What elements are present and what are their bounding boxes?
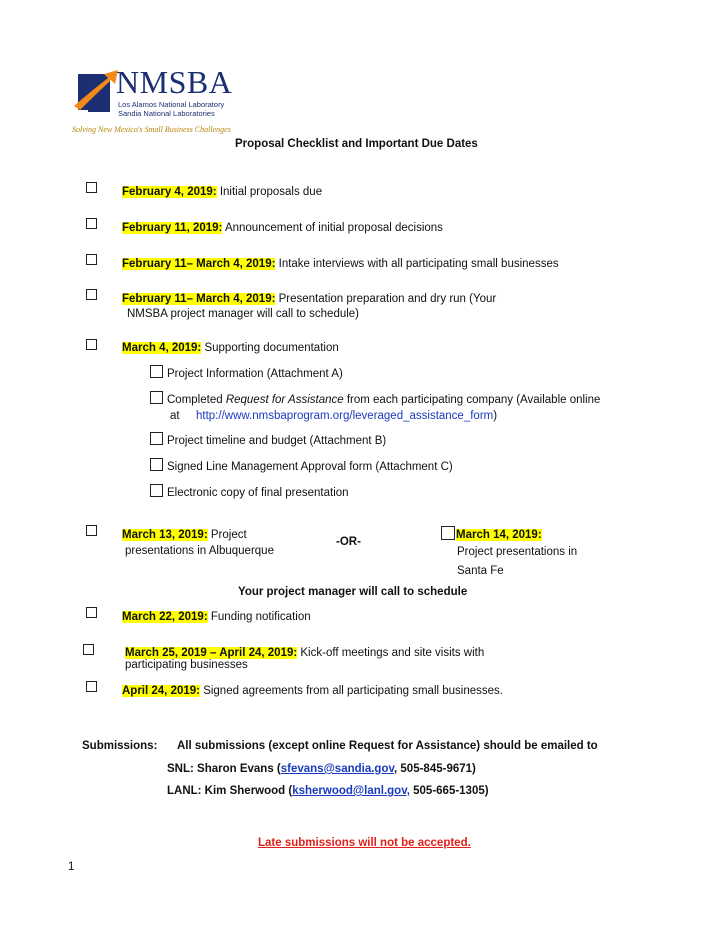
checkbox-item-1[interactable] bbox=[86, 182, 97, 193]
snl-contact bbox=[167, 763, 476, 775]
subitem-signed-approval: Signed Line Management Approval form (Attachment C) bbox=[167, 461, 453, 473]
page-number: 1 bbox=[68, 861, 75, 873]
checkbox-albuquerque[interactable] bbox=[86, 525, 97, 536]
subitem-at: at bbox=[170, 410, 180, 422]
item-date: March 13, 2019: bbox=[122, 529, 208, 541]
lanl-contact bbox=[167, 785, 489, 797]
item-text: Intake interviews with all participating small businesses bbox=[278, 258, 559, 270]
item-date: April 24, 2019: bbox=[122, 685, 200, 697]
checklist-item-1 bbox=[122, 186, 322, 198]
checklist-item-4-line2: NMSBA project manager will call to schedule) bbox=[127, 308, 360, 320]
nmsba-logo bbox=[70, 64, 233, 138]
page-title: Proposal Checklist and Important Due Dates bbox=[235, 138, 478, 150]
checkbox-item-3[interactable] bbox=[86, 254, 97, 265]
item-date: February 11– March 4, 2019: bbox=[122, 293, 276, 305]
item-text: Kick-off meetings and site visits with bbox=[300, 647, 485, 659]
item-date: March 25, 2019 – April 24, 2019: bbox=[125, 647, 298, 659]
checkbox-timeline[interactable] bbox=[150, 432, 163, 445]
checkbox-kickoff[interactable] bbox=[83, 644, 94, 655]
checklist-item-4 bbox=[122, 293, 496, 305]
subitem-italic: Request for Assistance bbox=[225, 394, 344, 406]
contact-text: 505-665-1305) bbox=[409, 785, 489, 797]
checkbox-project-info[interactable] bbox=[150, 365, 163, 378]
submissions-text: All submissions (except online Request for Assistance) should be emailed to bbox=[177, 740, 598, 752]
checklist-kickoff bbox=[125, 647, 484, 659]
logo-wordmark: NMSBA bbox=[116, 64, 233, 100]
item-date: February 4, 2019: bbox=[122, 186, 217, 198]
checklist-item-2 bbox=[122, 222, 443, 234]
item-text: Project bbox=[210, 529, 247, 541]
snl-email-link[interactable]: sfevans@sandia.gov bbox=[280, 763, 395, 775]
checklist-item-5 bbox=[122, 342, 339, 354]
subitem-request-assistance-line2 bbox=[170, 410, 497, 422]
checkbox-electronic-copy[interactable] bbox=[150, 484, 163, 497]
checkbox-item-5[interactable] bbox=[86, 339, 97, 350]
late-submission-notice: Late submissions will not be accepted. bbox=[258, 837, 471, 849]
subitem-text: Completed bbox=[167, 394, 226, 406]
item-text: Announcement of initial proposal decisions bbox=[224, 222, 443, 234]
item-date: March 22, 2019: bbox=[122, 611, 208, 623]
checkbox-signed-approval[interactable] bbox=[150, 458, 163, 471]
checklist-item-3 bbox=[122, 258, 559, 270]
subitem-electronic-copy: Electronic copy of final presentation bbox=[167, 487, 349, 499]
lanl-email-link[interactable]: ksherwood@lanl.gov, bbox=[292, 785, 410, 797]
item-text: Signed agreements from all participating small businesses. bbox=[203, 685, 503, 697]
logo-line-snl: Sandia National Laboratories bbox=[118, 109, 215, 118]
item-date: March 4, 2019: bbox=[122, 342, 202, 354]
checkbox-request-assistance[interactable] bbox=[150, 391, 163, 404]
submissions-label: Submissions: bbox=[82, 740, 158, 752]
item-date: March 14, 2019: bbox=[456, 529, 542, 541]
subitem-paren: ) bbox=[493, 410, 498, 422]
checkbox-santa-fe[interactable] bbox=[441, 526, 455, 540]
checklist-funding bbox=[122, 611, 311, 623]
checkbox-item-2[interactable] bbox=[86, 218, 97, 229]
presentation-albuquerque-line2: presentations in Albuquerque bbox=[125, 545, 274, 557]
logo-tagline: Solving New Mexico's Small Business Challenges bbox=[72, 125, 231, 134]
presentation-santa-fe-line3: Santa Fe bbox=[457, 565, 504, 577]
presentation-santa-fe bbox=[456, 529, 542, 541]
item-text: Presentation preparation and dry run (Your bbox=[278, 293, 497, 305]
assistance-form-link[interactable]: http://www.nmsbaprogram.org/leveraged_assistance_form bbox=[196, 410, 494, 422]
checkbox-funding[interactable] bbox=[86, 607, 97, 618]
or-separator: -OR- bbox=[336, 536, 361, 548]
item-text: Funding notification bbox=[210, 611, 311, 623]
subitem-timeline: Project timeline and budget (Attachment B) bbox=[167, 435, 387, 447]
contact-text: SNL: Sharon Evans ( bbox=[167, 763, 281, 775]
checkbox-item-4[interactable] bbox=[86, 289, 97, 300]
schedule-note: Your project manager will call to schedule bbox=[238, 586, 468, 598]
subitem-project-info: Project Information (Attachment A) bbox=[167, 368, 343, 380]
checkbox-agreements[interactable] bbox=[86, 681, 97, 692]
item-text: Supporting documentation bbox=[204, 342, 339, 354]
logo-line-lanl: Los Alamos National Laboratory bbox=[118, 100, 225, 109]
contact-text: LANL: Kim Sherwood ( bbox=[167, 785, 293, 797]
item-text: Initial proposals due bbox=[219, 186, 323, 198]
checklist-agreements bbox=[122, 685, 503, 697]
presentation-albuquerque bbox=[122, 529, 247, 541]
subitem-text: from each participating company (Available online bbox=[343, 394, 601, 406]
item-date: February 11, 2019: bbox=[122, 222, 223, 234]
item-date: February 11– March 4, 2019: bbox=[122, 258, 276, 270]
subitem-request-assistance bbox=[167, 394, 600, 406]
presentation-santa-fe-line2: Project presentations in bbox=[457, 546, 578, 558]
contact-text: , 505-845-9671) bbox=[394, 763, 476, 775]
checklist-kickoff-line2: participating businesses bbox=[125, 659, 248, 671]
